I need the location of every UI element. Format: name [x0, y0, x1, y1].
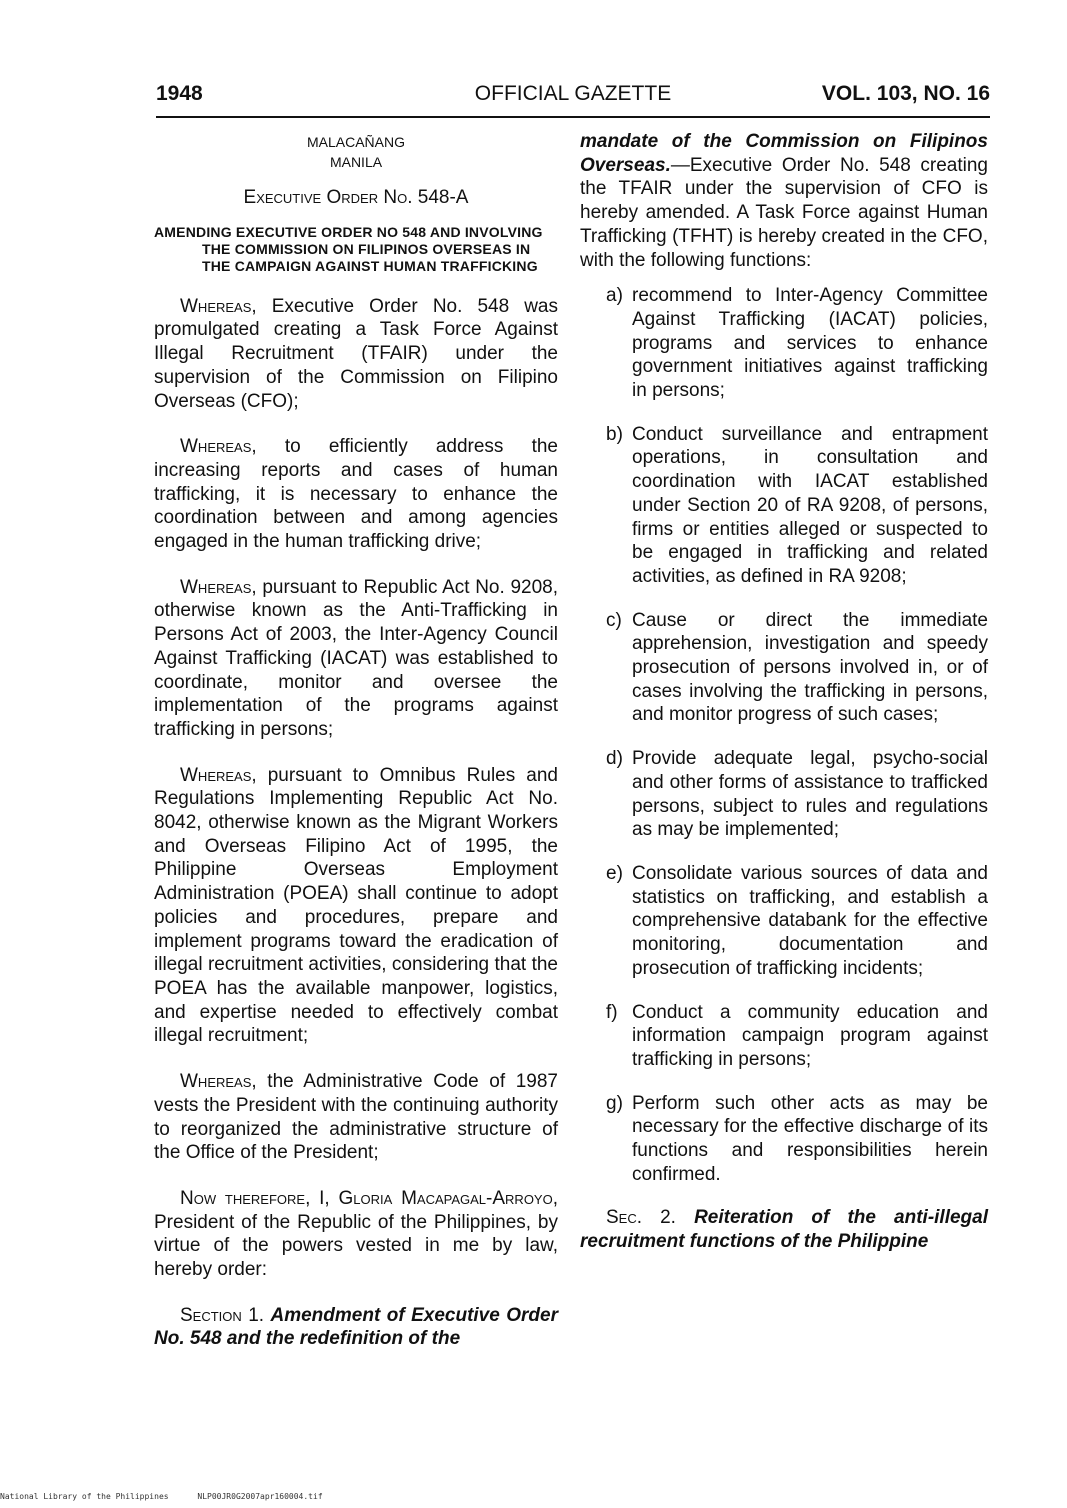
whereas-paragraph-4: Whereas, pursuant to Omnibus Rules and Regulations Implementing Republic Act No. 8042, otherwise known as the Migrant Workers and Overseas Filipino Act of 1995, the Philippine Overseas Employment Administration (POEA) shall continue to adopt policies and procedures, prepare and implement programs toward the eradication of illegal recruitment activities, considering that the POEA has the available manpower, logistics, and expertise needed to effectively combat illegal recruitment;: [154, 764, 558, 1047]
list-item: g) Perform such other acts as may be necessary for the effective discharge of its functions and responsibilities herein confirmed.: [606, 1092, 988, 1185]
whereas-paragraph-2: Whereas, to efficiently address the increasing reports and cases of human trafficking, it is necessary to enhance the coordination between and among agencies engaged in the human trafficking drive;: [154, 436, 558, 553]
place-manila: MANILA: [329, 154, 383, 170]
page-number: 1948: [156, 82, 203, 105]
now-therefore-paragraph: Now therefore, I, Gloria Macapagal-Arroyo, President of the Republic of the Philippines, by virtue of the powers vested in me by law, hereby order:: [154, 1187, 558, 1281]
list-item: a) recommend to Inter-Agency Committee Against Trafficking (IACAT) policies, programs and services to enhance government initiatives against trafficking in persons;: [606, 285, 988, 402]
scan-filename: NLP00JR0G2007apr160004.tif: [197, 1492, 323, 1501]
section-1-body: mandate of the Commission on Filipinos Overseas.—Executive Order No. 548 creating the TFAIR under the supervision of CFO is hereby amended. A Task Force against Human Trafficking (TFHT) is hereby created in the CFO, with the following functions:: [580, 131, 988, 271]
list-item: d) Provide adequate legal, psycho-social and other forms of assistance to trafficked persons, subject to rules and regulations as may be implemented;: [606, 748, 988, 841]
functions-list: [580, 284, 988, 1186]
place-malacanang: MALACAÑANG: [306, 134, 406, 150]
list-item: f) Conduct a community education and information campaign program against trafficking in persons;: [606, 1001, 988, 1070]
scan-footer: [0, 1492, 347, 1501]
left-column: [154, 130, 558, 1351]
section-2-heading: Sec. 2. Reiteration of the anti-illegal recruitment functions of the Philippine: [580, 1207, 989, 1253]
publication-title: OFFICIAL GAZETTE: [474, 82, 672, 105]
whereas-paragraph-1: Whereas, Executive Order No. 548 was promulgated creating a Task Force Against Illegal Recruitment (TFAIR) under the supervision of the Commission on Filipino Overseas (CFO);: [154, 295, 558, 412]
header-rule: [156, 116, 990, 118]
list-item: c) Cause or direct the immediate apprehension, investigation and speedy prosecution of persons involved in, or of cases involving the trafficking in persons, and monitor progress of such cases;: [606, 609, 988, 726]
list-item: b) Conduct surveillance and entrapment operations, in consultation and coordination with IACAT established under Section 20 of RA 9208, of persons, firms or entities alleged or suspected to be engaged in trafficking and related activities, as defined in RA 9208;: [606, 423, 988, 587]
volume-number: VOL. 103, NO. 16: [821, 82, 990, 105]
whereas-paragraph-5: Whereas, the Administrative Code of 1987 vests the President with the continuing authority to reorganized the administrative structure of the Office of the President;: [154, 1071, 558, 1164]
executive-order-title: AMENDING EXECUTIVE ORDER NO 548 AND INVOLVING THE COMMISSION ON FILIPINOS OVERSEAS IN THE CAMPAIGN AGAINST HUMAN TRAFFICKING: [154, 223, 543, 274]
whereas-paragraph-3: Whereas, pursuant to Republic Act No. 9208, otherwise known as the Anti-Trafficking in Persons Act of 2003, the Inter-Agency Council Against Trafficking (IACAT) was established to coordinate, monitor and oversee the implementation of the programs against trafficking in persons;: [154, 576, 558, 740]
section-1-heading: Section 1. Amendment of Executive Order No. 548 and the redefinition of the: [154, 1304, 558, 1350]
list-item: e) Consolidate various sources of data and statistics on trafficking, and establish a comprehensive databank for the effective monitoring, documentation and prosecution of trafficking incidents;: [606, 862, 988, 979]
library-credit: National Library of the Philippines: [0, 1492, 169, 1501]
page-header: [156, 82, 990, 114]
right-column: [580, 130, 988, 1254]
executive-order-number: Executive Order No. 548-A: [243, 187, 469, 208]
